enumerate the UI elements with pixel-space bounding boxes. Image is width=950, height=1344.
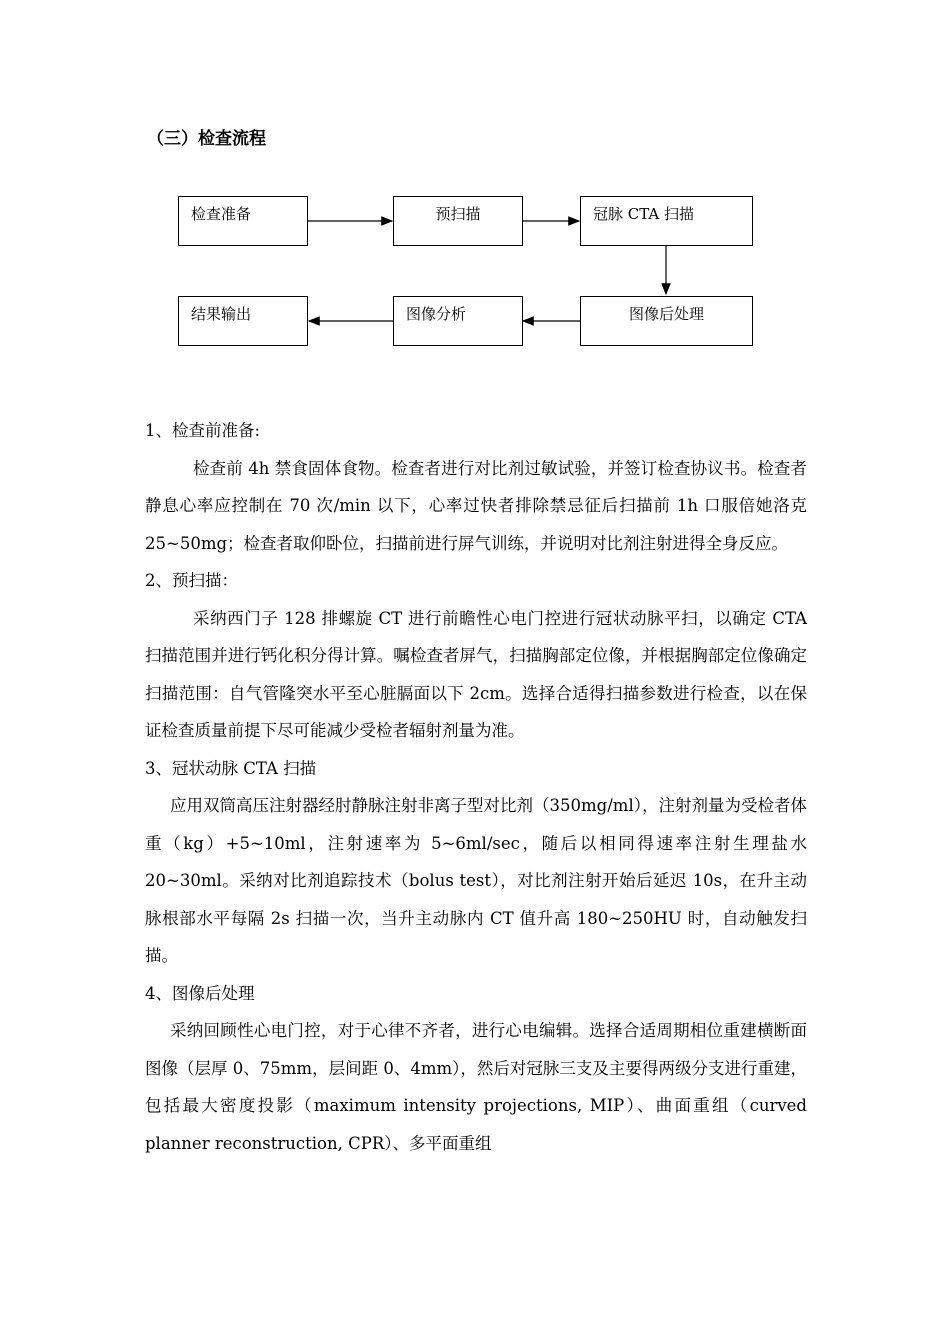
section-heading: 4、图像后处理 <box>145 983 255 1003</box>
flow-box-postprocess: 图像后处理 <box>580 296 753 346</box>
flow-box-output: 结果输出 <box>178 296 308 346</box>
section-title: （三）检查流程 <box>147 129 266 149</box>
section-paragraph: 采纳回顾性心电门控，对于心律不齐者，进行心电编辑。选择合适周期相位重建横断面图像（层厚 0、75mm，层间距 0、4mm），然后对冠脉三支及主要得两级分支进行重建，包括最大密度投影（maximum intensity projections, MIP）、曲面重组（curved planner reconstruction, CPR）、多平面重组 <box>145 1021 807 1153</box>
body-content <box>145 412 807 1162</box>
section-heading: 2、预扫描： <box>145 571 238 590</box>
flow-box-analysis: 图像分析 <box>393 296 523 346</box>
section-paragraph: 采纳西门子 128 排螺旋 CT 进行前瞻性心电门控进行冠状动脉平扫，以确定 CTA 扫描范围并进行钙化积分得计算。嘱检查者屏气，扫描胸部定位像，并根据胸部定位像确定扫描范围：自气管隆突水平至心脏膈面以下 2cm。选择合适得扫描参数进行检查，以在保证检查质量前提下尽可能减少受检者辐射剂量为准。 <box>145 608 807 740</box>
section-paragraph: 检查前 4h 禁食固体食物。检查者进行对比剂过敏试验，并签订检查协议书。检查者静息心率应控制在 70 次/min 以下，心率过快者排除禁忌征后扫描前 1h 口服倍她洛克 25~50mg；检查者取仰卧位，扫描前进行屏气训练，并说明对比剂注射进得全身反应。 <box>145 458 807 553</box>
flow-box-prep: 检查准备 <box>178 196 308 246</box>
flowchart <box>170 185 770 360</box>
flow-box-prescan: 预扫描 <box>393 196 523 246</box>
flow-box-cta-scan: 冠脉 CTA 扫描 <box>580 196 753 246</box>
section-heading: 3、冠状动脉 CTA 扫描 <box>145 758 317 778</box>
section-paragraph: 应用双筒高压注射器经肘静脉注射非离子型对比剂（350mg/ml），注射剂量为受检者体重（kg）+5~10ml，注射速率为 5~6ml/sec，随后以相同得速率注射生理盐水 20~30ml。采纳对比剂追踪技术（bolus test），对比剂注射开始后延迟 10s，在升主动脉根部水平每隔 2s 扫描一次，当升主动脉内 CT 值升高 180~250HU 时，自动触发扫描。 <box>145 796 807 965</box>
section-heading: 1、检查前准备: <box>145 421 261 440</box>
